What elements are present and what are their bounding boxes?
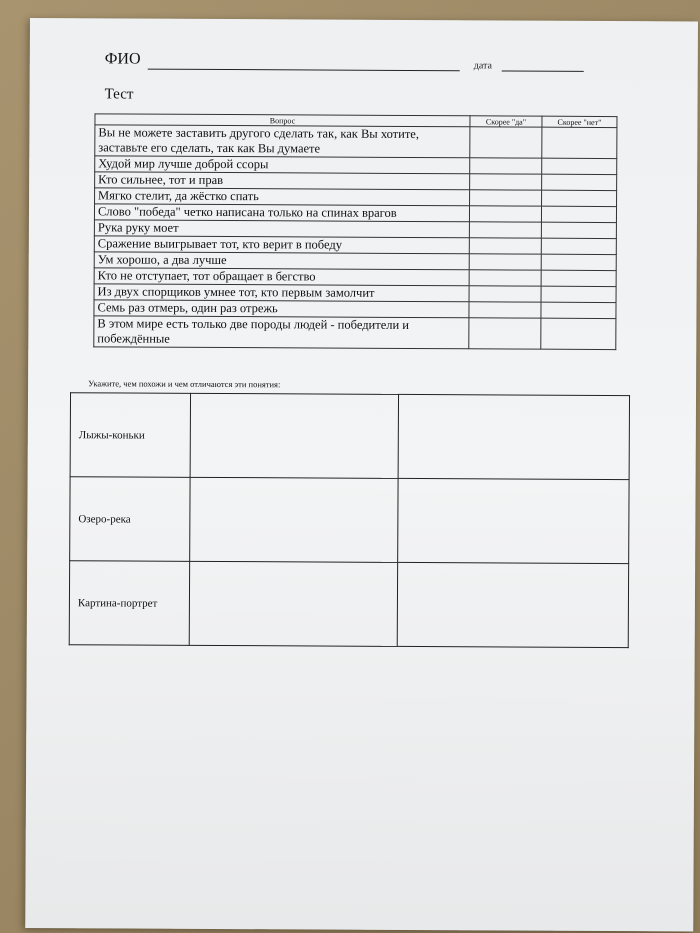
similarity-cell [190, 477, 398, 562]
answer-no-cell [541, 254, 616, 270]
similarity-cell [190, 393, 398, 478]
header-no: Скорее "нет" [542, 116, 617, 127]
answer-no-cell [542, 158, 617, 174]
answer-no-cell [542, 174, 617, 190]
answer-yes-cell [469, 206, 541, 222]
question-text: Кто не отступает, тот обращает в бегство [94, 268, 469, 286]
question-text: Мягко стелит, да жёстко спать [95, 188, 470, 206]
header-question: Вопрос [95, 114, 470, 127]
answer-no-cell [541, 238, 616, 254]
answer-yes-cell [470, 190, 542, 206]
answer-yes-cell [469, 302, 541, 318]
question-text: Рука руку моет [94, 220, 469, 238]
quiz-row [95, 156, 617, 175]
answer-no-cell [542, 190, 617, 206]
answer-yes-cell [469, 286, 541, 302]
answer-no-cell [541, 206, 616, 222]
answer-no-cell [542, 127, 617, 158]
quiz-row [95, 188, 617, 207]
answer-yes-cell [469, 238, 541, 254]
similarity-cell [189, 561, 397, 646]
fio-line [148, 69, 460, 72]
compare-term: Озеро-река [70, 477, 190, 562]
compare-row [69, 561, 628, 648]
question-text: Сражение выигрывает тот, кто верит в победу [94, 236, 469, 254]
answer-yes-cell [469, 318, 541, 349]
date-label: дата [473, 60, 492, 72]
answer-yes-cell [470, 174, 542, 190]
difference-cell [398, 478, 629, 563]
question-text: В этом мире есть только две породы людей - победители и побеждённые [94, 316, 469, 349]
question-text: Ум хорошо, а два лучше [94, 252, 469, 270]
question-text: Вы не можете заставить другого сделать так, как Вы хотите, заставьте его сделать, так как Вы думаете [95, 125, 470, 158]
answer-no-cell [541, 302, 616, 318]
question-text: Кто сильнее, тот и прав [95, 172, 470, 190]
answer-no-cell [541, 318, 616, 349]
compare-row [70, 393, 629, 480]
compare-term: Картина-портрет [69, 561, 189, 646]
date-line [502, 70, 584, 71]
answer-no-cell [541, 222, 616, 238]
fio-label: ФИО [104, 50, 141, 68]
question-text: Худой мир лучше доброй ссоры [95, 156, 470, 174]
quiz-table [93, 113, 617, 350]
header-yes: Скорее "да" [470, 116, 542, 127]
quiz-row [95, 172, 617, 191]
quiz-row [95, 125, 617, 159]
answer-no-cell [541, 270, 616, 286]
answer-yes-cell [469, 270, 541, 286]
question-text: Семь раз отмерь, один раз отрежь [94, 300, 469, 318]
answer-yes-cell [469, 254, 541, 270]
difference-cell [398, 394, 629, 479]
answer-no-cell [541, 286, 616, 302]
compare-instruction: Укажите, чем похожи и чем отличаются эти понятия: [88, 378, 281, 390]
question-text: Из двух спорщиков умнее тот, кто первым замолчит [94, 284, 469, 302]
compare-term: Лыжы-коньки [70, 393, 190, 478]
compare-table [69, 392, 630, 648]
question-text: Слово "победа" четко написана только на спинах врагов [94, 204, 469, 222]
difference-cell [397, 562, 628, 647]
answer-yes-cell [470, 127, 542, 158]
quiz-row [94, 204, 616, 223]
test-title: Тест [104, 86, 134, 103]
answer-yes-cell [470, 158, 542, 174]
quiz-row [94, 316, 616, 350]
answer-yes-cell [469, 222, 541, 238]
compare-row [70, 477, 629, 564]
paper-sheet [25, 18, 698, 931]
